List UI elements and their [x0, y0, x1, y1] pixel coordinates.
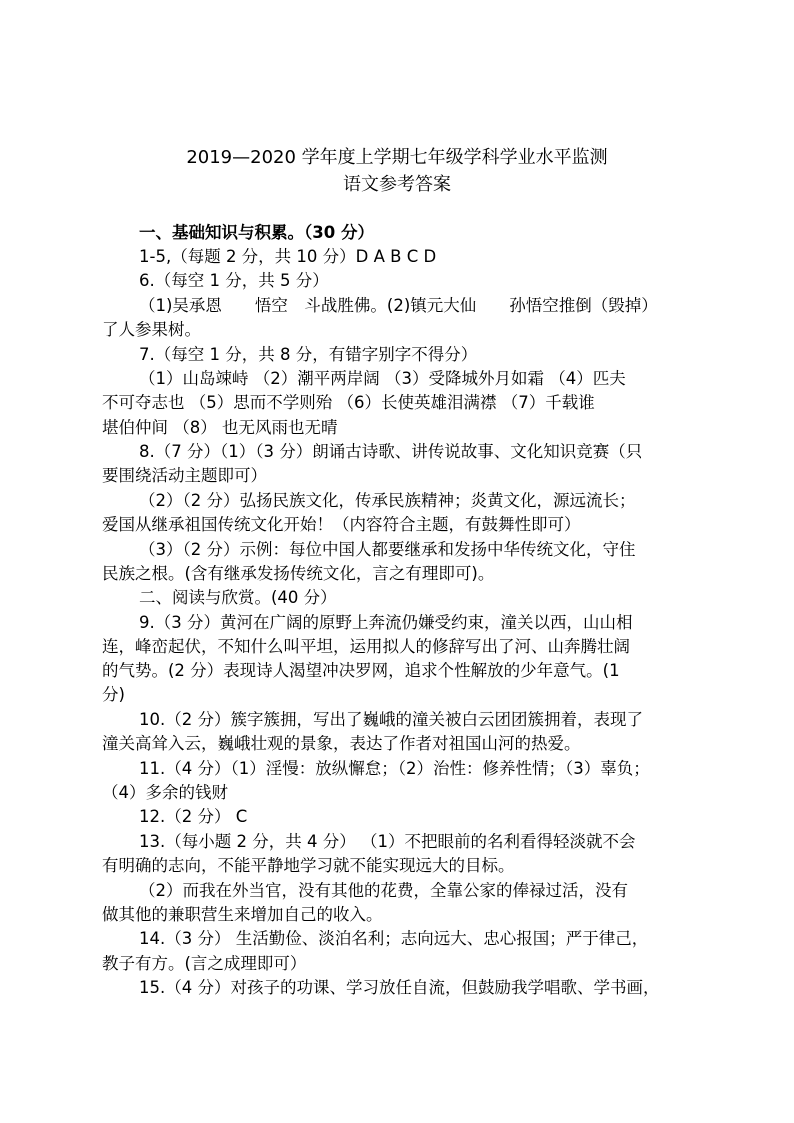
document-title: 2019—2020 学年度上学期七年级学科学业水平监测	[186, 147, 608, 168]
section-heading-basics: 一、基础知识与积累。（30 分）	[139, 223, 374, 242]
answer-line: 做其他的兼职营生来增加自己的收入。	[102, 905, 383, 924]
section-heading-reading: 二、阅读与欣赏。(40 分）	[139, 588, 337, 607]
answer-line: 12.（2 分） C	[139, 807, 248, 826]
answer-line: 13.（每小题 2 分，共 4 分） （1）不把眼前的名利看得轻淡就不会	[139, 832, 636, 851]
answer-line: 堪伯仲间 （8） 也无风雨也无晴	[102, 418, 338, 437]
answer-line: 的气势。(2 分）表现诗人渴望冲决罗网，追求个性解放的少年意气。(1	[102, 661, 620, 680]
answer-line: 6.（每空 1 分，共 5 分）	[139, 271, 329, 290]
answer-line: （3）（2 分）示例：每位中国人都要继承和发扬中华传统文化，守住	[139, 540, 636, 559]
answer-line: （4）多余的钱财	[102, 783, 228, 802]
answer-line: （1）山岛竦峙 （2）潮平两岸阔 （3）受降城外月如霜 （4）匹夫	[139, 369, 626, 388]
answer-line: 了人参果树。	[102, 320, 201, 339]
answer-line: 要围绕活动主题即可）	[102, 466, 267, 485]
answer-line: 教子有方。(言之成理即可）	[102, 954, 307, 973]
answer-line: 7.（每空 1 分，共 8 分，有错字别字不得分）	[139, 345, 478, 364]
answer-line: 分)	[102, 685, 125, 704]
answer-line: 有明确的志向，不能平静地学习就不能实现远大的目标。	[102, 856, 515, 875]
answer-line: （2）而我在外当官，没有其他的花费，全靠公家的俸禄过活，没有	[139, 881, 628, 900]
answer-line: 14.（3 分） 生活勤俭、淡泊名利；志向远大、忠心报国；严于律己，	[139, 929, 649, 948]
answer-line: 潼关高耸入云，巍峨壮观的景象，表达了作者对祖国山河的热爱。	[102, 734, 581, 753]
answer-line: 11.（4 分）（1）淫慢：放纵懈怠；（2）治性：修养性情；（3）辜负；	[139, 759, 650, 778]
answer-line: （2）（2 分）弘扬民族文化，传承民族精神；炎黄文化，源远流长；	[139, 491, 636, 510]
answer-line: 8.（7 分）（1）（3 分）朗诵古诗歌、讲传说故事、文化知识竞赛（只	[139, 442, 643, 461]
answer-line: （1)吴承恩 悟空 斗战胜佛。(2)镇元大仙 孙悟空推倒（毁掉）	[139, 296, 658, 315]
answer-line: 10.（2 分）簇字簇拥，写出了巍峨的潼关被白云团团簇拥着，表现了	[139, 710, 643, 729]
answer-line: 爱国从继承祖国传统文化开始！（内容符合主题，有鼓舞性即可）	[102, 515, 581, 534]
answer-line: 15.（4 分）对孩子的功课、学习放任自流，但鼓励我学唱歌、学书画，	[139, 978, 660, 997]
answer-line: 1-5,（每题 2 分，共 10 分）D A B C D	[139, 247, 437, 266]
document-subtitle: 语文参考答案	[343, 174, 451, 195]
answer-line: 民族之根。(含有继承发扬传统文化，言之有理即可)。	[102, 564, 495, 583]
answer-line: 连，峰峦起伏，不知什么叫平坦，运用拟人的修辞写出了河、山奔腾壮阔	[102, 637, 630, 656]
answer-line: 不可夺志也 （5）思而不学则殆 （6）长使英雄泪满襟 （7）千载谁	[102, 393, 595, 412]
answer-line: 9.（3 分）黄河在广阔的原野上奔流仍嫌受约束，潼关以西，山山相	[139, 613, 633, 632]
